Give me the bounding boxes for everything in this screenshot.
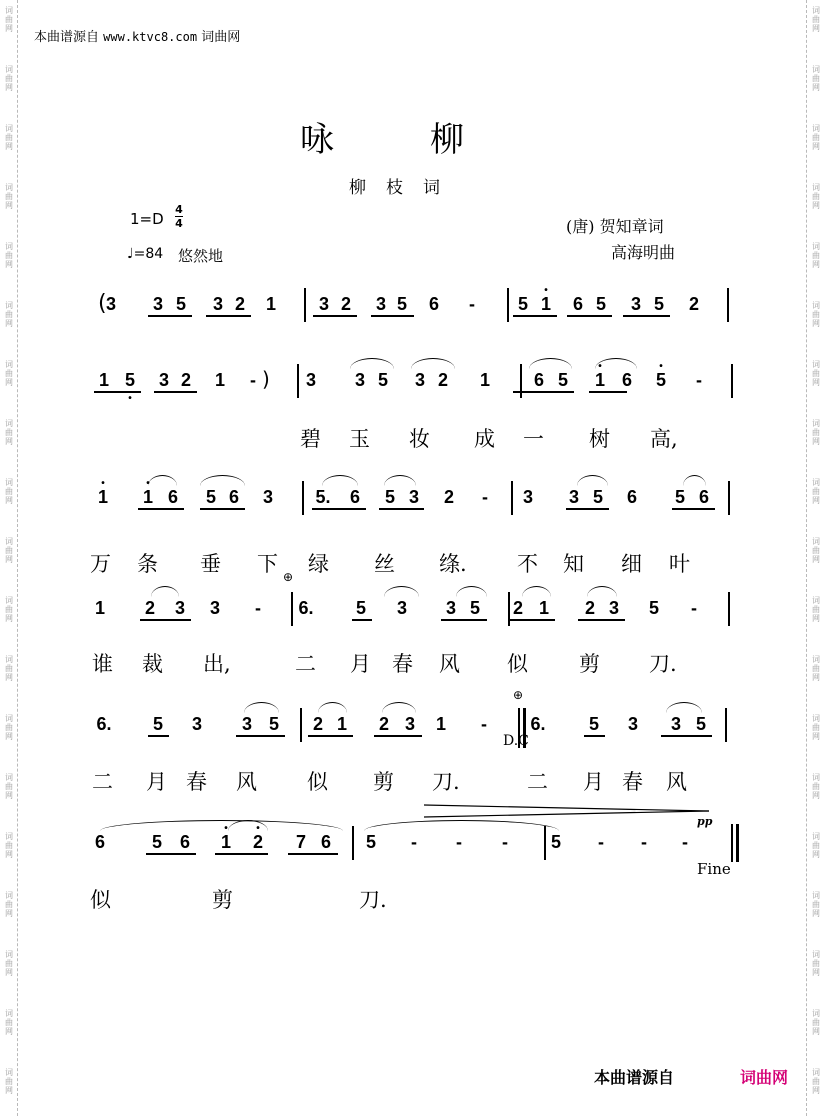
note: 6 — [621, 370, 632, 390]
lyric-word: 刀. — [649, 652, 677, 676]
note: 5. — [315, 487, 331, 507]
note: 3 — [414, 370, 425, 390]
note: 3 — [105, 294, 116, 314]
note: 6. — [298, 598, 314, 618]
dash-note: - — [456, 832, 462, 852]
slur — [244, 702, 279, 713]
barline — [728, 592, 730, 626]
watermark-text: 词 曲 网 — [5, 537, 13, 564]
barline — [300, 708, 302, 742]
slur — [411, 358, 455, 369]
time-bottom: 4 — [175, 217, 183, 230]
beam-underline — [215, 853, 268, 855]
beam-underline — [200, 508, 245, 510]
dc-mark: D.C — [503, 733, 529, 749]
lyric-word: 谁 — [92, 652, 113, 676]
slur — [148, 475, 177, 486]
note: 5 — [355, 598, 366, 618]
note: 2 — [234, 294, 245, 314]
dash-note: - — [502, 832, 508, 852]
watermark-text: 词 曲 网 — [5, 773, 13, 800]
note: 2 — [180, 370, 191, 390]
watermark-text: 词 曲 网 — [5, 832, 13, 859]
close-paren: ) — [262, 367, 270, 391]
note: 1 — [336, 714, 347, 734]
note: 6 — [179, 832, 190, 852]
lyric-word: 似 — [90, 888, 111, 912]
watermark-text: 词 曲 网 — [812, 832, 820, 859]
note: 6 — [698, 487, 709, 507]
footer-site[interactable]: 词曲网 — [740, 1068, 789, 1087]
note: 5 — [205, 487, 216, 507]
barline — [511, 481, 513, 515]
slur — [577, 475, 608, 486]
lyric-word: 风 — [236, 770, 257, 794]
dash-note: - — [481, 714, 487, 734]
note: 5 — [648, 598, 659, 618]
dash-note: - — [598, 832, 604, 852]
watermark-text: 词 曲 网 — [5, 301, 13, 328]
note: 5 — [653, 294, 664, 314]
dash-note: - — [482, 487, 488, 507]
note: 3 — [318, 294, 329, 314]
lyric-word: 剪 — [579, 652, 600, 676]
note: • 1 — [537, 294, 555, 314]
note: 6 — [533, 370, 544, 390]
note: • 5 — [652, 370, 670, 390]
barline — [507, 288, 509, 322]
note: 2 — [512, 598, 523, 618]
barline — [728, 481, 730, 515]
note: 2 — [688, 294, 699, 314]
lyric-word: 二 — [295, 652, 316, 676]
watermark-text: 词 曲 网 — [5, 891, 13, 918]
beam-underline — [589, 391, 627, 393]
lyric-word: 月 — [350, 652, 371, 676]
dash-note: - — [255, 598, 261, 618]
watermark-text: 词 曲 网 — [812, 714, 820, 741]
beam-underline — [566, 508, 609, 510]
note: 5 — [152, 714, 163, 734]
lyric-word: 垂 — [200, 552, 221, 576]
lyric-word: 剪 — [373, 770, 394, 794]
beam-underline — [374, 735, 422, 737]
note: • 1 — [217, 832, 235, 852]
lyric-word: 不 — [517, 552, 538, 576]
note: 3 — [404, 714, 415, 734]
barline-final — [731, 824, 733, 862]
lyric-word: 风 — [666, 770, 687, 794]
lyric-word: 似 — [307, 770, 328, 794]
beam-underline — [308, 735, 353, 737]
beam-underline — [236, 735, 285, 737]
open-paren: ( — [98, 291, 107, 316]
dash-note: - — [469, 294, 475, 314]
slur — [322, 475, 358, 486]
beam-underline — [513, 391, 574, 393]
watermark-text: 词 曲 网 — [5, 478, 13, 505]
slur — [587, 586, 617, 597]
note: 1 — [538, 598, 549, 618]
note: 2 — [340, 294, 351, 314]
slur — [151, 586, 179, 597]
watermark-text: 词 曲 网 — [5, 1009, 13, 1036]
beam-underline — [661, 735, 712, 737]
slur — [200, 475, 245, 486]
beam-underline — [513, 315, 557, 317]
barline — [725, 708, 727, 742]
beam-underline — [288, 853, 338, 855]
lyric-word: 二 — [92, 770, 113, 794]
watermark-text: 词 曲 网 — [5, 1068, 13, 1095]
watermark-text: 词 曲 网 — [812, 65, 820, 92]
slur — [384, 586, 419, 597]
barline — [304, 288, 306, 322]
beam-underline — [140, 619, 191, 621]
barline — [297, 364, 299, 398]
watermark-text: 词 曲 网 — [812, 124, 820, 151]
note: • 2 — [249, 832, 267, 852]
note: 7 — [295, 832, 306, 852]
note: 3 — [522, 487, 533, 507]
note: 6. — [96, 714, 112, 734]
header-source: 本曲谱源自 — [34, 30, 100, 45]
beam-underline — [154, 391, 197, 393]
note: 5 — [469, 598, 480, 618]
beam-underline — [313, 315, 357, 317]
lyric-word: 刀. — [432, 770, 460, 794]
note: 5 — [396, 294, 407, 314]
note: 3 — [445, 598, 456, 618]
barline-final — [736, 824, 739, 862]
watermark-text: 词 曲 网 — [812, 773, 820, 800]
barline — [291, 592, 293, 626]
watermark-text: 词 曲 网 — [812, 360, 820, 387]
lyric-word: 春 — [186, 770, 207, 794]
note: 5 — [384, 487, 395, 507]
note: 3 — [396, 598, 407, 618]
lyric-word: 二 — [527, 770, 548, 794]
slur — [350, 358, 394, 369]
lyric-word: 知 — [563, 552, 584, 576]
note: • 1 — [94, 487, 112, 507]
lyric-word: 妆 — [409, 427, 430, 451]
watermark-text: 词 曲 网 — [5, 655, 13, 682]
beam-underline — [146, 853, 196, 855]
slur — [529, 358, 572, 369]
watermark-text: 词 曲 网 — [5, 950, 13, 977]
segno-icon: ⊕ — [283, 570, 294, 584]
note: 5 — [377, 370, 388, 390]
note: 5 — [268, 714, 279, 734]
lyric-word: 叶 — [669, 552, 690, 576]
lyric-word: 成 — [474, 427, 495, 451]
watermark-text: 词 曲 网 — [812, 537, 820, 564]
dash-note: - — [691, 598, 697, 618]
watermark-text: 词 曲 网 — [812, 1009, 820, 1036]
beam-underline — [312, 508, 366, 510]
song-title: 咏柳 — [300, 120, 560, 160]
note: 5 • — [121, 370, 139, 390]
dash-note: - — [682, 832, 688, 852]
note: 5 — [151, 832, 162, 852]
note: 5 — [588, 714, 599, 734]
watermark-text: 词 曲 网 — [812, 1068, 820, 1095]
lyric-word: 剪 — [212, 888, 233, 912]
note: 3 — [305, 370, 316, 390]
note: 3 — [209, 598, 220, 618]
watermark-text: 词 曲 网 — [5, 714, 13, 741]
slur — [666, 702, 702, 713]
watermark-text: 词 曲 网 — [812, 242, 820, 269]
slur — [318, 702, 347, 713]
note: 3 — [568, 487, 579, 507]
note: 5 — [557, 370, 568, 390]
note: 3 — [354, 370, 365, 390]
note: 6 — [428, 294, 439, 314]
watermark-text: 词 曲 网 — [812, 478, 820, 505]
beam-underline — [567, 315, 612, 317]
beam-underline — [578, 619, 625, 621]
lyric-word: 月 — [583, 770, 604, 794]
header-url[interactable]: www.ktvc8.com — [103, 30, 198, 44]
note: 2 — [144, 598, 155, 618]
lyric-word: 高, — [650, 427, 678, 451]
quarter-note-icon: ♩ — [127, 246, 134, 262]
note: 1 — [214, 370, 225, 390]
watermark-text: 词 曲 网 — [812, 655, 820, 682]
lyric-word: 春 — [392, 652, 413, 676]
note: 5 — [595, 294, 606, 314]
slur — [100, 820, 343, 831]
note: 5 — [175, 294, 186, 314]
footer-source: 本曲谱源自 — [594, 1068, 675, 1087]
tempo-value: =84 — [133, 246, 164, 262]
composer: 高海明曲 — [611, 243, 676, 262]
lyric-word: 绿 — [308, 552, 329, 576]
dynamic-mark: pp — [697, 815, 713, 828]
note: 3 — [152, 294, 163, 314]
slur — [364, 820, 559, 831]
note: 1 — [265, 294, 276, 314]
beam-underline — [508, 619, 555, 621]
watermark-text: 词 曲 网 — [812, 419, 820, 446]
note: 6 — [228, 487, 239, 507]
barline — [731, 364, 733, 398]
key-signature: 1=D — [130, 210, 164, 228]
beam-underline — [138, 508, 184, 510]
barline — [727, 288, 729, 322]
tempo-mark — [127, 246, 163, 262]
lyric-word: 细 — [621, 552, 642, 576]
note: 3 — [630, 294, 641, 314]
note: 1 — [98, 370, 109, 390]
watermark-text: 词 曲 网 — [5, 124, 13, 151]
watermark-text: 词 曲 网 — [812, 301, 820, 328]
watermark-text: 词 曲 网 — [5, 6, 13, 33]
note: 1 — [94, 598, 105, 618]
note: 6 — [167, 487, 178, 507]
note: 3 — [158, 370, 169, 390]
note: 1 — [435, 714, 446, 734]
expression-mark: 悠然地 — [178, 247, 224, 265]
lyric-word: 刀. — [359, 888, 387, 912]
watermark-text: 词 曲 网 — [812, 6, 820, 33]
barline — [352, 826, 354, 860]
note: 3 — [262, 487, 273, 507]
segno-icon: ⊕ — [513, 688, 524, 702]
beam-underline — [379, 508, 424, 510]
slur — [382, 702, 416, 713]
watermark-text: 词 曲 网 — [812, 596, 820, 623]
note: 2 — [312, 714, 323, 734]
note: 3 — [241, 714, 252, 734]
watermark-text: 词 曲 网 — [5, 596, 13, 623]
lyric-word: 绦. — [439, 552, 467, 576]
note: • 1 — [139, 487, 157, 507]
watermark-text: 词 曲 网 — [5, 419, 13, 446]
note: 1 — [479, 370, 490, 390]
note: 3 — [191, 714, 202, 734]
time-signature — [175, 204, 183, 229]
lyric-word: 一 — [523, 427, 544, 451]
note: 6 — [626, 487, 637, 507]
beam-underline — [94, 391, 141, 393]
slur — [456, 586, 487, 597]
header-site: 词曲网 — [201, 30, 241, 45]
header-line — [34, 26, 240, 45]
beam-underline — [623, 315, 670, 317]
note: 3 — [174, 598, 185, 618]
lyric-word: 树 — [589, 427, 610, 451]
dash-note: - — [696, 370, 702, 390]
note: 3 — [670, 714, 681, 734]
beam-underline — [441, 619, 487, 621]
beam-underline — [148, 735, 169, 737]
beam-underline — [672, 508, 715, 510]
watermark-text: 词 曲 网 — [5, 360, 13, 387]
dash-note: - — [250, 370, 256, 390]
note: 3 — [627, 714, 638, 734]
barline — [544, 826, 546, 860]
note: 3 — [608, 598, 619, 618]
note: 2 — [584, 598, 595, 618]
watermark-text: 词 曲 网 — [5, 183, 13, 210]
note: 3 — [375, 294, 386, 314]
note: 5 — [517, 294, 528, 314]
note: 5 — [592, 487, 603, 507]
lyricist: (唐) 贺知章词 — [566, 217, 664, 236]
slur — [384, 475, 416, 486]
beam-underline — [148, 315, 192, 317]
note: 6 — [94, 832, 105, 852]
lyric-word: 春 — [622, 770, 643, 794]
slur — [522, 586, 551, 597]
note: 5 — [365, 832, 376, 852]
note: 5 — [695, 714, 706, 734]
lyric-word: 风 — [439, 652, 460, 676]
watermark-text: 词 曲 网 — [812, 891, 820, 918]
lyric-word: 玉 — [349, 427, 370, 451]
note: 2 — [378, 714, 389, 734]
lyric-word: 条 — [137, 552, 158, 576]
note: 5 — [674, 487, 685, 507]
fine-mark: Fine — [697, 860, 731, 878]
note: 3 — [408, 487, 419, 507]
note: 3 — [212, 294, 223, 314]
beam-underline — [371, 315, 414, 317]
note: • 1 — [591, 370, 609, 390]
song-subtitle: 柳枝词 — [349, 178, 460, 198]
time-top: 4 — [175, 203, 183, 216]
watermark-text: 词 曲 网 — [812, 183, 820, 210]
note: 6. — [530, 714, 546, 734]
beam-underline — [352, 619, 372, 621]
watermark-text: 词 曲 网 — [812, 950, 820, 977]
watermark-text: 词 曲 网 — [5, 65, 13, 92]
lyric-word: 出, — [203, 652, 231, 676]
lyric-word: 似 — [507, 652, 528, 676]
note: 5 — [550, 832, 561, 852]
beam-underline — [584, 735, 605, 737]
note: 6 — [349, 487, 360, 507]
dash-note: - — [641, 832, 647, 852]
lyric-word: 裁 — [142, 652, 163, 676]
lyric-word: 万 — [90, 552, 111, 576]
slur — [683, 475, 706, 486]
note: 2 — [443, 487, 454, 507]
dash-note: - — [411, 832, 417, 852]
note: 2 — [437, 370, 448, 390]
beam-underline — [206, 315, 251, 317]
note: 6 — [320, 832, 331, 852]
watermark-text: 词 曲 网 — [5, 242, 13, 269]
decrescendo-hairpin — [424, 804, 714, 818]
barline — [302, 481, 304, 515]
lyric-word: 月 — [146, 770, 167, 794]
lyric-word: 丝 — [374, 552, 395, 576]
lyric-word: 碧 — [300, 427, 321, 451]
lyric-word: 下 — [257, 552, 278, 576]
note: 6 — [572, 294, 583, 314]
